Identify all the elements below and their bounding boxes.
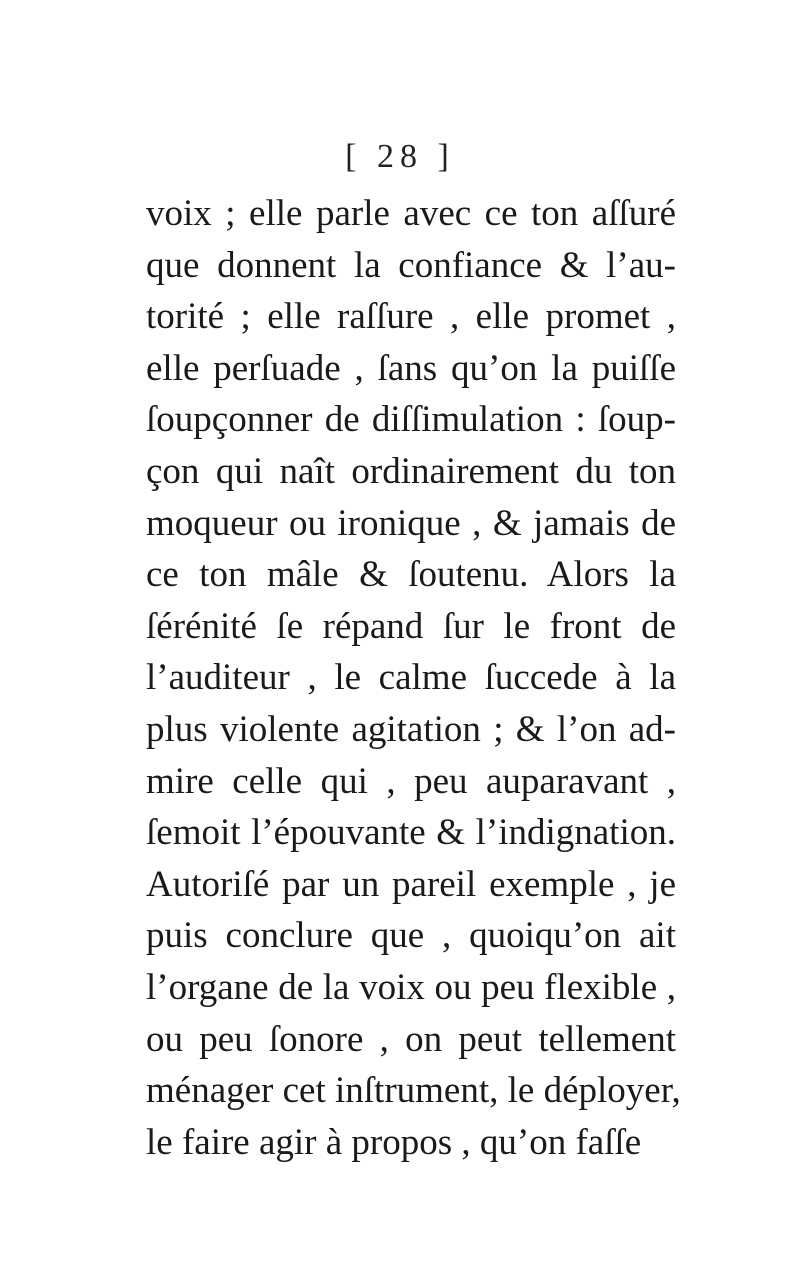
text-line: Autoriſé par un pareil exemple , je bbox=[146, 863, 676, 905]
body-text bbox=[146, 188, 681, 1168]
text-line: l’auditeur , le calme ſuccede à la bbox=[146, 657, 676, 699]
text-line: ſérénité ſe répand ſur le front de bbox=[146, 605, 676, 647]
text-line: mire celle qui , peu auparavant , bbox=[146, 760, 676, 802]
text-line: plus violente agitation ; & l’on ad- bbox=[146, 708, 676, 750]
text-line: puis conclure que , quoiqu’on ait bbox=[146, 915, 676, 957]
text-line: moqueur ou ironique , & jamais de bbox=[146, 502, 676, 544]
text-line: elle perſuade , ſans qu’on la puiſſe bbox=[146, 347, 676, 389]
text-line: ſoupçonner de diſſimulation : ſoup- bbox=[146, 399, 676, 441]
text-line: que donnent la confiance & l’au- bbox=[146, 244, 676, 286]
text-line: l’organe de la voix ou peu flexible , bbox=[146, 966, 676, 1008]
text-line: voix ; elle parle avec ce ton aſſuré bbox=[146, 193, 676, 234]
text-line: torité ; elle raſſure , elle promet , bbox=[146, 296, 676, 338]
text-line: ce ton mâle & ſoutenu. Alors la bbox=[146, 554, 676, 596]
page-number: [ 28 ] bbox=[345, 138, 455, 175]
text-line: ou peu ſonore , on peut tellement bbox=[146, 1018, 676, 1060]
text-line: ſemoit l’épouvante & l’indignation. bbox=[146, 812, 676, 854]
text-line: çon qui naît ordinairement du ton bbox=[146, 450, 676, 492]
text-line: ménager cet inſtrument, le déployer, bbox=[146, 1070, 681, 1112]
text-line: le faire agir à propos , qu’on faſſe bbox=[146, 1121, 642, 1163]
